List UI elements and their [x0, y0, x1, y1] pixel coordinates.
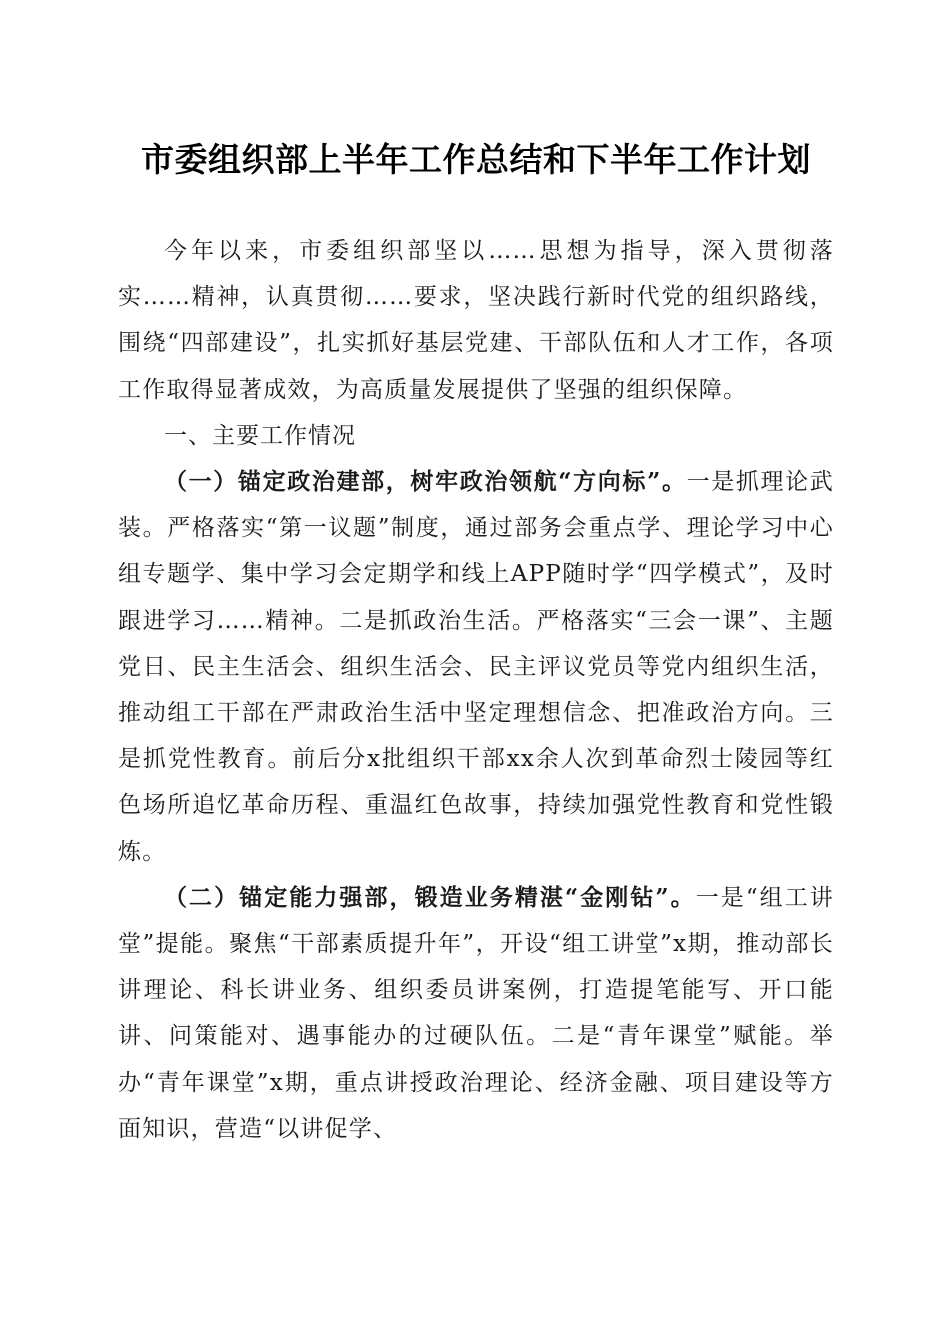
- document-body: [118, 228, 834, 1152]
- subsection-capability-text: 一是“组工讲堂”提能。聚焦“干部素质提升年”，开设“组工讲堂”x期，推动部长讲理论、科长讲业务、组织委员讲案例，打造提笔能写、开口能讲、问策能对、遇事能办的过硬队伍。二是“青年课堂”赋能。举办“青年课堂”x期，重点讲授政治理论、经济金融、项目建设等方面知识，营造“以讲促学、: [118, 884, 834, 1142]
- subsection-capability-paragraph: [118, 875, 834, 1152]
- section-heading-main-work: 一、主要工作情况: [164, 422, 356, 449]
- subsection-political-text: 一是抓理论武装。严格落实“第一议题”制度，通过部务会重点学、理论学习中心组专题学、集中学习会定期学和线上APP随时学“四学模式”，及时跟进学习……精神。二是抓政治生活。严格落实“三会一课”、主题党日、民主生活会、组织生活会、民主评议党员等党内组织生活，推动组工干部在严肃政治生活中坚定理想信念、把准政治方向。三是抓党性教育。前后分x批组织干部xx余人次到革命烈士陵园等红色场所追忆革命历程、重温红色故事，持续加强党性教育和党性锻炼。: [118, 469, 835, 865]
- subsection-capability-lead: （二）锚定能力强部，锻造业务精湛“金刚钻”。: [164, 883, 696, 911]
- subsection-political-paragraph: [118, 459, 834, 875]
- document-title: 市委组织部上半年工作总结和下半年工作计划: [141, 140, 811, 179]
- document-page: [118, 0, 834, 1344]
- intro-paragraph: 今年以来，市委组织部坚以……思想为指导，深入贯彻落实……精神，认真贯彻……要求，坚决践行新时代党的组织路线，围绕“四部建设”，扎实抓好基层党建、干部队伍和人才工作，各项工作取得显著成效，为高质量发展提供了坚强的组织保障。: [118, 238, 834, 403]
- subsection-political-lead: （一）锚定政治建部，树牢政治领航“方向标”。: [164, 468, 687, 496]
